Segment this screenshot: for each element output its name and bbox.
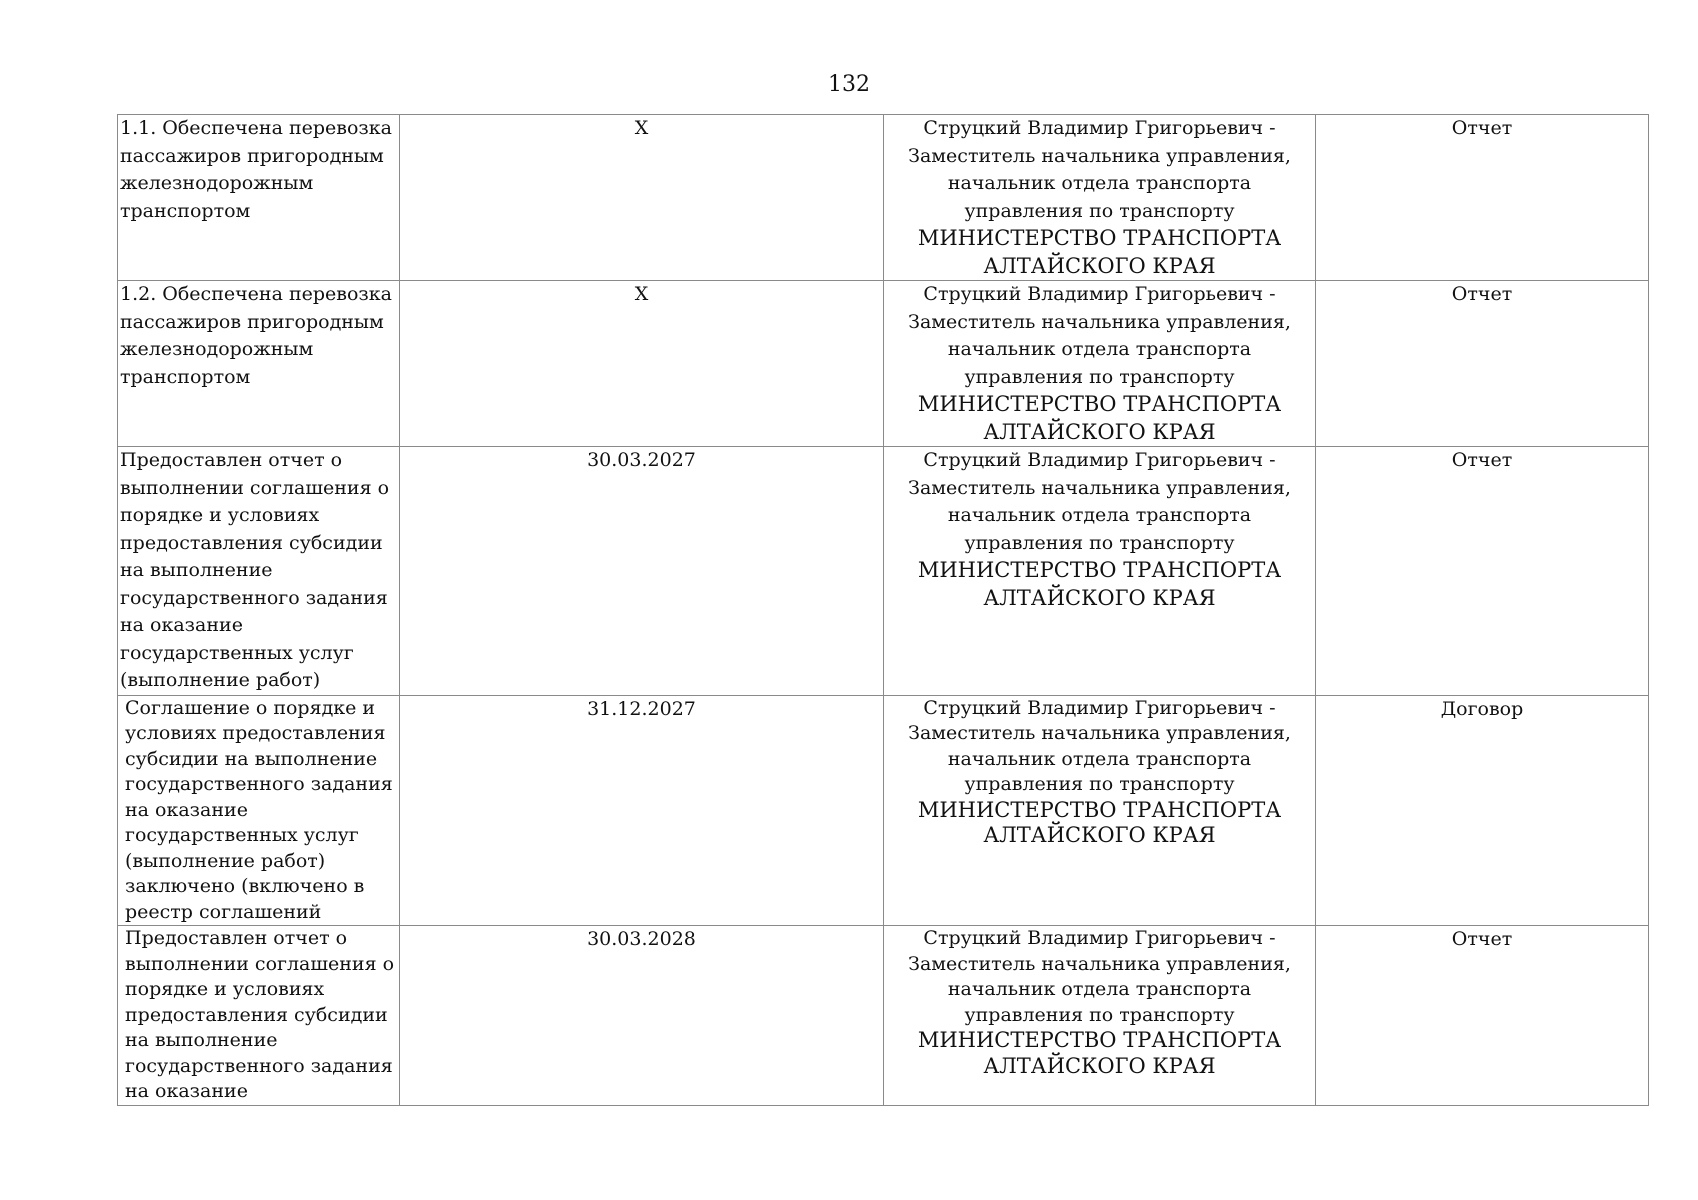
responsible-person: Струцкий Владимир Григорьевич - Заместитель начальника управления, начальник отдела транспорта управления по транспорту [908, 283, 1291, 388]
table-row [118, 926, 1649, 1106]
responsible-person: Струцкий Владимир Григорьевич - Заместитель начальника управления, начальник отдела транспорта управления по транспорту [908, 696, 1291, 795]
responsible-organization: МИНИСТЕРСТВО ТРАНСПОРТА АЛТАЙСКОГО КРАЯ [917, 1028, 1282, 1078]
result-cell: 1.2. Обеспечена перевозка пассажиров пригородным железнодорожным транспортом [118, 281, 400, 447]
plan-table [117, 114, 1649, 1106]
responsible-organization: МИНИСТЕРСТВО ТРАНСПОРТА АЛТАЙСКОГО КРАЯ [917, 392, 1282, 444]
page-number: 132 [828, 72, 870, 97]
responsible-organization: МИНИСТЕРСТВО ТРАНСПОРТА АЛТАЙСКОГО КРАЯ [917, 226, 1282, 278]
responsible-cell [884, 281, 1316, 447]
document-type-cell: Отчет [1316, 926, 1649, 1106]
result-cell: Предоставлен отчет о выполнении соглашения о порядке и условиях предоставления субсидии на выполнение государственного задания на оказание [118, 926, 400, 1106]
date-cell: X [400, 115, 884, 281]
table-row [118, 695, 1649, 926]
document-type-cell: Отчет [1316, 281, 1649, 447]
document-type-cell: Отчет [1316, 115, 1649, 281]
responsible-cell [884, 115, 1316, 281]
date-cell: 30.03.2028 [400, 926, 884, 1106]
responsible-person: Струцкий Владимир Григорьевич - Заместитель начальника управления, начальник отдела транспорта управления по транспорту [908, 117, 1291, 222]
date-cell: X [400, 281, 884, 447]
result-cell: Предоставлен отчет о выполнении соглашения о порядке и условиях предоставления субсидии на выполнение государственного задания на оказание государственных услуг (выполнение работ) [118, 447, 400, 696]
table-row [118, 281, 1649, 447]
responsible-person: Струцкий Владимир Григорьевич - Заместитель начальника управления, начальник отдела транспорта управления по транспорту [908, 927, 1291, 1026]
document-type-cell: Договор [1316, 695, 1649, 926]
responsible-cell [884, 447, 1316, 696]
date-cell: 31.12.2027 [400, 695, 884, 926]
date-cell: 30.03.2027 [400, 447, 884, 696]
responsible-cell [884, 926, 1316, 1106]
responsible-cell [884, 695, 1316, 926]
responsible-person: Струцкий Владимир Григорьевич - Заместитель начальника управления, начальник отдела транспорта управления по транспорту [908, 449, 1291, 554]
result-cell: Соглашение о порядке и условиях предоставления субсидии на выполнение государственного задания на оказание государственных услуг (выполнение работ) заключено (включено в реестр соглашений [118, 695, 400, 926]
table-row [118, 115, 1649, 281]
table-row [118, 447, 1649, 696]
result-cell: 1.1. Обеспечена перевозка пассажиров пригородным железнодорожным транспортом [118, 115, 400, 281]
document-type-cell: Отчет [1316, 447, 1649, 696]
responsible-organization: МИНИСТЕРСТВО ТРАНСПОРТА АЛТАЙСКОГО КРАЯ [917, 558, 1282, 610]
responsible-organization: МИНИСТЕРСТВО ТРАНСПОРТА АЛТАЙСКОГО КРАЯ [917, 797, 1282, 847]
